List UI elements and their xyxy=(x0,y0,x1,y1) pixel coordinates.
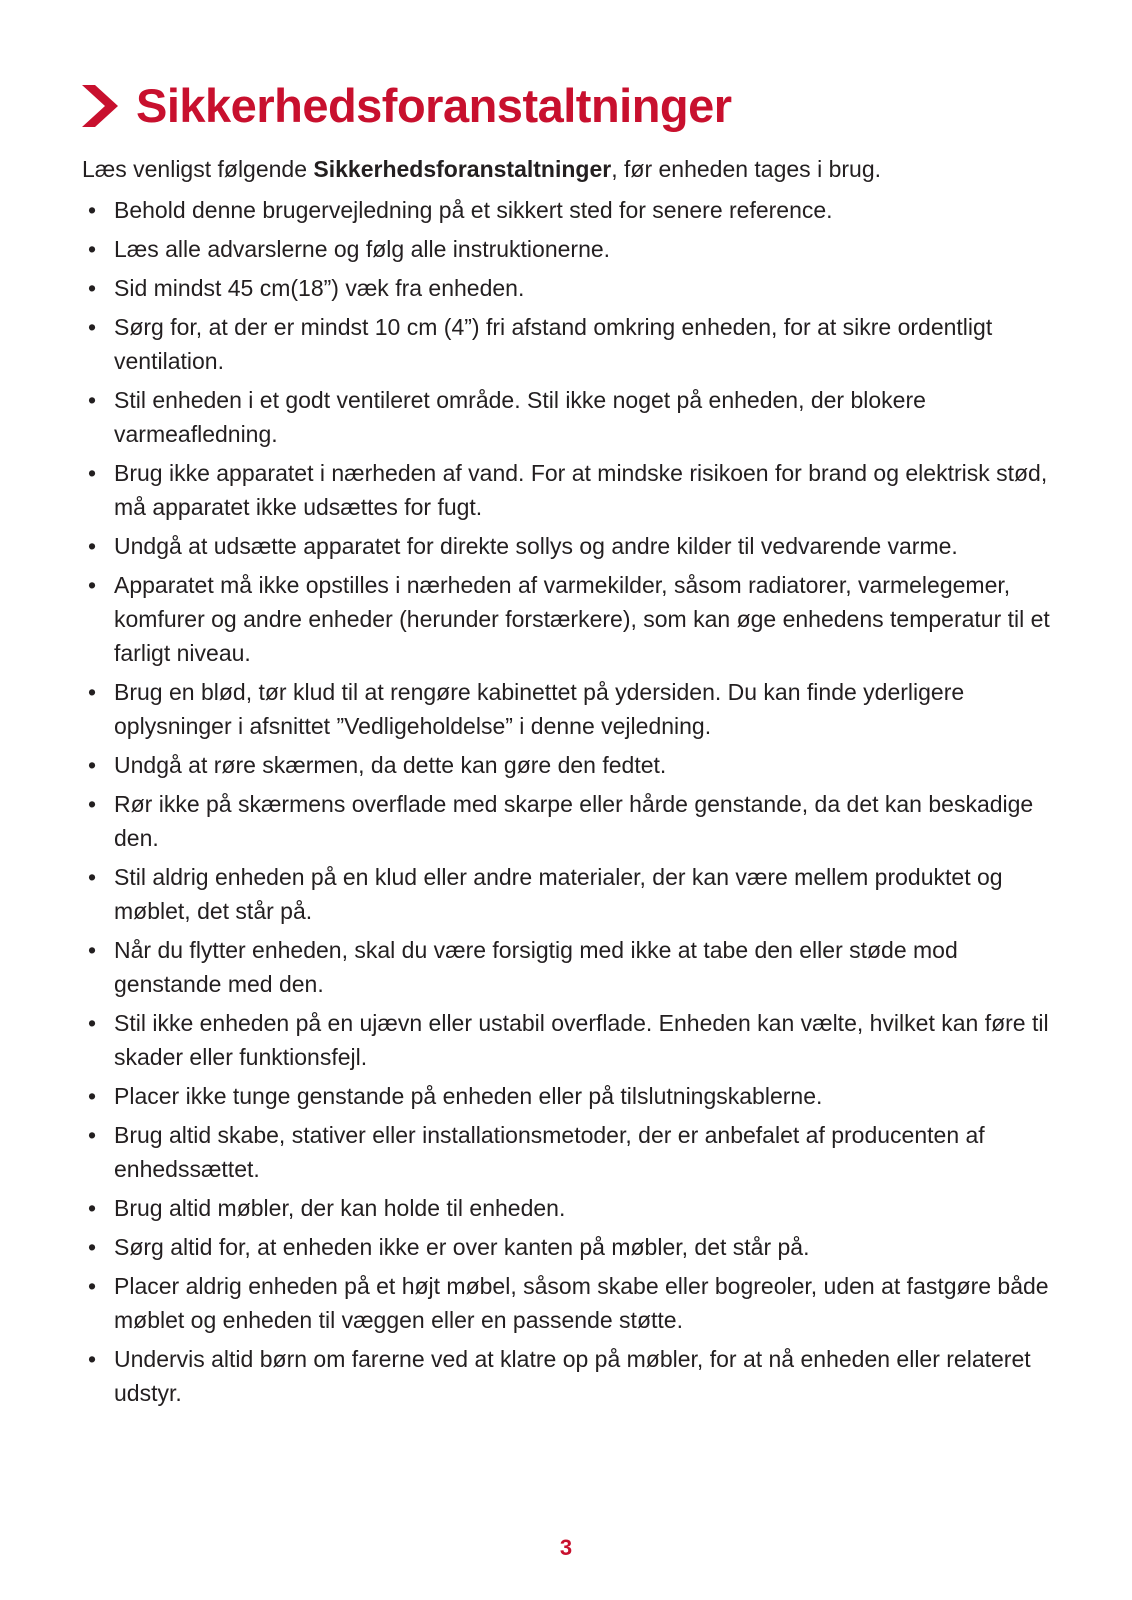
list-item xyxy=(82,675,1052,743)
list-item-text: Når du flytter enheden, skal du være forsigtig med ikke at tabe den eller støde mod genstande med den. xyxy=(114,937,958,997)
list-item-text: Brug altid møbler, der kan holde til enheden. xyxy=(114,1195,566,1221)
page-title: Sikkerhedsforanstaltninger xyxy=(136,79,732,132)
bullet-icon: • xyxy=(88,460,97,486)
bullet-icon: • xyxy=(88,236,97,262)
page-number: 3 xyxy=(559,1535,573,1560)
list-item xyxy=(82,933,1052,1001)
list-item xyxy=(82,1006,1052,1074)
bullet-icon: • xyxy=(88,387,97,413)
bullet-icon: • xyxy=(88,937,97,963)
list-item-text: Brug en blød, tør klud til at rengøre kabinettet på ydersiden. Du kan finde yderligere oplysninger i afsnittet ”Vedligeholdelse” i denne vejledning. xyxy=(114,679,965,739)
list-item xyxy=(82,310,1052,378)
list-item xyxy=(82,787,1052,855)
list-item xyxy=(82,1342,1052,1410)
bullet-icon: • xyxy=(88,1195,97,1221)
bullet-icon: • xyxy=(88,197,97,223)
list-item-text: Rør ikke på skærmens overflade med skarpe eller hårde genstande, da det kan beskadige den. xyxy=(114,791,1034,851)
bullet-icon: • xyxy=(88,1010,97,1036)
list-item-text: Undgå at røre skærmen, da dette kan gøre den fedtet. xyxy=(114,752,667,778)
list-item xyxy=(82,1230,1052,1264)
list-item-text: Stil aldrig enheden på en klud eller andre materialer, der kan være mellem produktet og møblet, det står på. xyxy=(114,864,1003,924)
intro-text-bold: Sikkerhedsforanstaltninger xyxy=(313,156,612,182)
bullet-icon: • xyxy=(88,1122,97,1148)
bullet-icon: • xyxy=(88,1273,97,1299)
list-item xyxy=(82,1191,1052,1225)
list-item-text: Undgå at udsætte apparatet for direkte sollys og andre kilder til vedvarende varme. xyxy=(114,533,958,559)
list-item xyxy=(82,568,1052,670)
list-item xyxy=(82,748,1052,782)
bullet-icon: • xyxy=(88,275,97,301)
list-item xyxy=(82,1118,1052,1186)
list-item-text: Stil enheden i et godt ventileret område. Stil ikke noget på enheden, der blokere varmeafledning. xyxy=(114,387,926,447)
chevron-right-icon xyxy=(80,83,120,129)
bullet-icon: • xyxy=(88,1083,97,1109)
bullet-icon: • xyxy=(88,752,97,778)
list-item-text: Placer aldrig enheden på et højt møbel, såsom skabe eller bogreoler, uden at fastgøre både møblet og enheden til væggen eller en passende støtte. xyxy=(114,1273,1049,1333)
list-item-text: Undervis altid børn om farerne ved at klatre op på møbler, for at nå enheden eller relateret udstyr. xyxy=(114,1346,1031,1406)
bullet-icon: • xyxy=(88,791,97,817)
list-item xyxy=(82,456,1052,524)
intro-text-before: Læs venligst følgende xyxy=(82,156,314,182)
list-item xyxy=(82,529,1052,563)
intro-paragraph xyxy=(82,154,1082,184)
list-item xyxy=(82,1269,1052,1337)
bullet-icon: • xyxy=(88,572,97,598)
bullet-icon: • xyxy=(88,533,97,559)
list-item xyxy=(82,1079,1052,1113)
list-item-text: Sid mindst 45 cm(18”) væk fra enheden. xyxy=(114,275,525,301)
list-item-text: Placer ikke tunge genstande på enheden eller på tilslutningskablerne. xyxy=(114,1083,823,1109)
list-item-text: Stil ikke enheden på en ujævn eller ustabil overflade. Enheden kan vælte, hvilket kan føre til skader eller funktionsfejl. xyxy=(114,1010,1049,1070)
list-item-text: Læs alle advarslerne og følg alle instruktionerne. xyxy=(114,236,611,262)
list-item-text: Sørg for, at der er mindst 10 cm (4”) fri afstand omkring enheden, for at sikre ordentligt ventilation. xyxy=(114,314,993,374)
list-item-text: Behold denne brugervejledning på et sikkert sted for senere reference. xyxy=(114,197,833,223)
bullet-icon: • xyxy=(88,1234,97,1260)
list-item-text: Sørg altid for, at enheden ikke er over kanten på møbler, det står på. xyxy=(114,1234,810,1260)
list-item xyxy=(82,232,1052,266)
precautions-list xyxy=(82,193,1052,1415)
bullet-icon: • xyxy=(88,864,97,890)
list-item-text: Apparatet må ikke opstilles i nærheden af varmekilder, såsom radiatorer, varmelegemer, komfurer og andre enheder (herunder forstærkere), som kan øge enhedens temperatur til et farligt niveau. xyxy=(114,572,1050,666)
bullet-icon: • xyxy=(88,1346,97,1372)
list-item-text: Brug altid skabe, stativer eller installationsmetoder, der er anbefalet af producenten af enhedssættet. xyxy=(114,1122,985,1182)
section-heading xyxy=(80,78,732,134)
list-item-text: Brug ikke apparatet i nærheden af vand. For at mindske risikoen for brand og elektrisk stød, må apparatet ikke udsættes for fugt. xyxy=(114,460,1048,520)
list-item xyxy=(82,860,1052,928)
bullet-icon: • xyxy=(88,314,97,340)
list-item xyxy=(82,271,1052,305)
list-item xyxy=(82,193,1052,227)
intro-text-after: , før enheden tages i brug. xyxy=(611,156,881,182)
bullet-icon: • xyxy=(88,679,97,705)
list-item xyxy=(82,383,1052,451)
